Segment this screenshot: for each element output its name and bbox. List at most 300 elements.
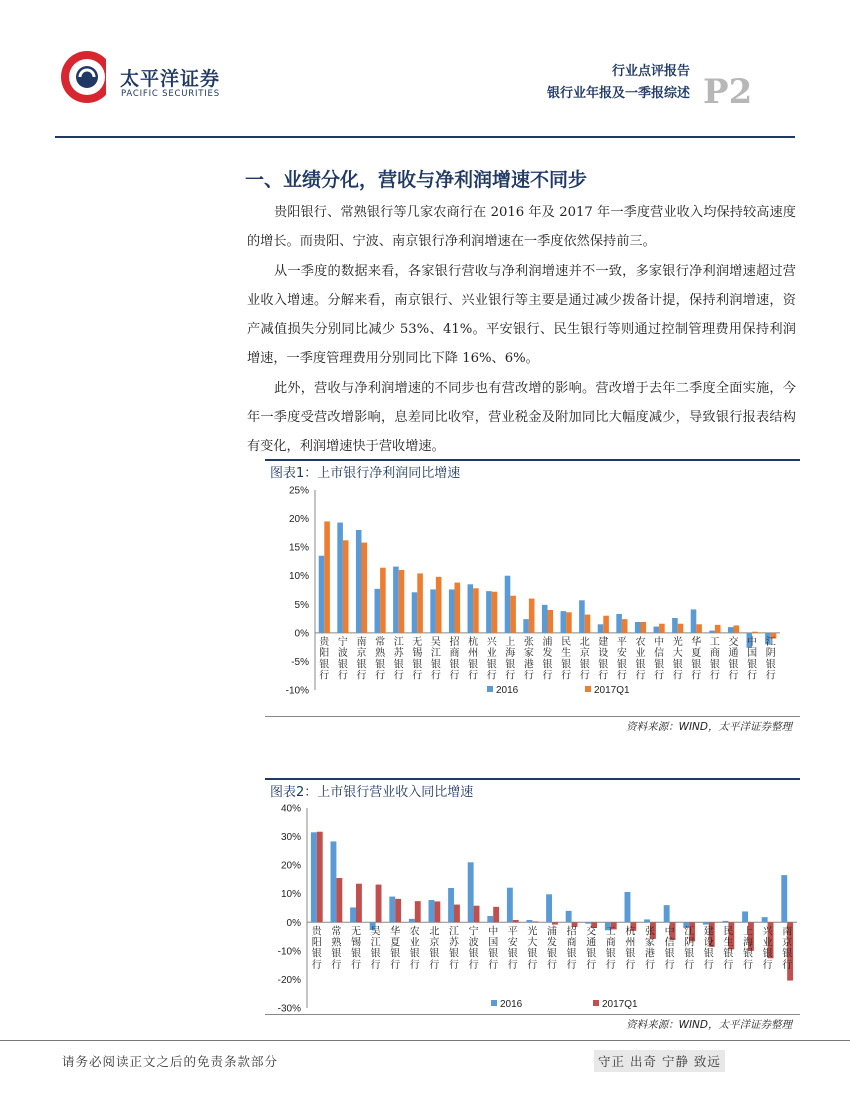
fig1-category-label: 银 xyxy=(747,659,758,671)
fig2-category-label: 阳 xyxy=(311,937,322,949)
fig2-category-label: 信 xyxy=(664,937,675,949)
company-name-en: PACIFIC SECURITIES xyxy=(121,89,220,99)
fig1-category-label: 京 xyxy=(356,648,367,660)
fig2-ytick-label: -10% xyxy=(277,946,301,958)
fig1-category-label: 银 xyxy=(672,659,683,671)
fig2-category-label: 商 xyxy=(605,937,616,949)
fig2-bar-2016 xyxy=(487,916,493,922)
fig2-category-label: 常 xyxy=(331,926,342,938)
fig2-bar-2016 xyxy=(311,832,317,922)
fig1-category-label: 交 xyxy=(728,636,739,648)
fig2-ytick-label: 10% xyxy=(280,889,301,901)
fig2-category-label: 安 xyxy=(507,937,518,949)
fig1-bar-2016 xyxy=(393,567,399,633)
fig2-category-label: 银 xyxy=(527,948,538,960)
footer-rule xyxy=(0,1040,850,1041)
figure1-top-rule xyxy=(265,459,800,461)
fig1-category-label: 银 xyxy=(375,659,386,671)
fig2-category-label: 行 xyxy=(468,959,479,971)
fig2-category-label: 夏 xyxy=(390,937,401,949)
fig1-category-label: 发 xyxy=(542,648,553,660)
fig1-category-label: 光 xyxy=(672,636,683,648)
fig1-category-label: 行 xyxy=(486,670,497,682)
fig2-bar-2017q1 xyxy=(532,921,538,922)
fig1-category-label: 行 xyxy=(635,670,646,682)
fig2-category-label: 阴 xyxy=(684,937,695,949)
fig1-category-label: 波 xyxy=(337,648,348,660)
fig1-bar-2017q1 xyxy=(455,583,461,633)
fig1-bar-2017q1 xyxy=(696,624,702,633)
fig1-category-label: 行 xyxy=(542,670,553,682)
fig2-category-label: 行 xyxy=(664,959,675,971)
fig1-category-label: 上 xyxy=(505,636,516,648)
fig2-category-label: 贵 xyxy=(311,926,322,938)
fig1-ytick-label: 0% xyxy=(294,628,309,640)
fig1-legend-label: 2017Q1 xyxy=(594,685,630,696)
fig1-bar-2017q1 xyxy=(641,622,647,633)
fig1-bar-2016 xyxy=(430,589,436,632)
fig1-category-label: 行 xyxy=(337,670,348,682)
fig1-category-label: 设 xyxy=(598,648,609,660)
fig1-bar-2017q1 xyxy=(399,570,405,633)
fig2-bar-2017q1 xyxy=(493,907,499,922)
fig2-category-label: 江 xyxy=(370,937,381,949)
fig1-category-label: 商 xyxy=(449,648,460,660)
fig1-category-label: 银 xyxy=(505,659,516,671)
fig2-bar-2017q1 xyxy=(395,899,401,922)
fig2-category-label: 发 xyxy=(547,937,557,949)
fig2-category-label: 银 xyxy=(449,948,459,960)
fig2-bar-2016 xyxy=(429,900,435,922)
fig1-category-label: 吴 xyxy=(430,636,441,648)
fig1-category-label: 银 xyxy=(598,659,609,671)
fig1-category-label: 苏 xyxy=(393,648,404,660)
fig2-bar-2016 xyxy=(742,911,748,922)
fig1-category-label: 浦 xyxy=(542,636,553,648)
fig2-bar-2016 xyxy=(331,841,337,922)
fig1-legend-label: 2016 xyxy=(496,685,519,696)
fig2-category-label: 工 xyxy=(605,926,616,938)
fig2-bar-2017q1 xyxy=(552,922,558,924)
fig1-category-label: 行 xyxy=(654,670,665,682)
figure2-source: 资料来源：WIND，太平洋证券整理 xyxy=(626,1019,792,1031)
fig1-category-label: 银 xyxy=(765,659,776,671)
fig2-category-label: 银 xyxy=(351,948,361,960)
fig2-category-label: 中 xyxy=(664,926,675,938)
fig2-category-label: 行 xyxy=(429,959,440,971)
fig1-bar-2016 xyxy=(375,589,381,633)
fig2-bar-2016 xyxy=(527,920,533,922)
fig1-bar-2017q1 xyxy=(380,568,386,633)
fig2-category-label: 商 xyxy=(566,937,577,949)
fig2-category-label: 行 xyxy=(586,959,597,971)
fig2-category-label: 行 xyxy=(625,959,636,971)
fig1-category-label: 行 xyxy=(356,670,367,682)
fig2-category-label: 兴 xyxy=(762,926,773,938)
fig1-category-label: 招 xyxy=(449,636,460,648)
fig1-ytick-label: 10% xyxy=(288,571,309,583)
fig2-category-label: 上 xyxy=(743,926,753,938)
fig2-category-label: 浦 xyxy=(547,926,557,938)
fig2-category-label: 银 xyxy=(488,948,499,960)
footer-disclaimer: 请务必阅读正文之后的免责条款部分 xyxy=(62,1054,279,1069)
fig1-category-label: 行 xyxy=(691,670,702,682)
fig2-category-label: 行 xyxy=(743,959,753,971)
fig1-ytick-label: 20% xyxy=(288,514,309,526)
fig2-category-label: 港 xyxy=(645,948,655,960)
fig2-category-label: 平 xyxy=(507,926,518,938)
fig1-category-label: 江 xyxy=(393,636,404,648)
fig1-category-label: 江 xyxy=(430,648,441,660)
fig1-category-label: 锡 xyxy=(412,648,423,660)
figure2-bottom-rule xyxy=(265,1014,800,1015)
fig1-bar-2016 xyxy=(542,605,548,633)
fig2-bar-2017q1 xyxy=(474,906,480,923)
fig2-category-label: 国 xyxy=(488,937,499,949)
paragraph-2: 从一季度的数据来看，各家银行营收与净利润增速并不一致，多家银行净利润增速超过营业收入增速。分解来看，南京银行、兴业银行等主要是通过减少拨备计提，保持利润增速，资产减值损失分别同比减少 53%、41%。平安银行、民生银行等则通过控制管理费用保持利润增速，一季度管理费用分别同比下降 16%、6%。 xyxy=(247,264,796,366)
fig1-category-label: 熟 xyxy=(375,648,386,660)
figure1-bottom-rule xyxy=(265,716,800,717)
fig2-category-label: 行 xyxy=(331,959,342,971)
fig1-category-label: 行 xyxy=(430,670,441,682)
fig1-bar-2017q1 xyxy=(659,624,665,633)
fig2-bar-2016 xyxy=(566,911,572,922)
section-body xyxy=(247,198,796,461)
fig2-bar-2016 xyxy=(664,905,670,922)
fig2-category-label: 行 xyxy=(645,959,655,971)
fig1-category-label: 银 xyxy=(393,659,404,671)
fig2-category-label: 交 xyxy=(586,926,597,938)
fig1-ytick-label: 25% xyxy=(288,485,309,497)
fig2-bar-2016 xyxy=(585,922,591,923)
fig1-category-label: 农 xyxy=(635,636,646,648)
fig1-category-label: 行 xyxy=(616,670,627,682)
fig2-legend-label: 2017Q1 xyxy=(602,999,638,1010)
fig1-bar-2017q1 xyxy=(715,625,721,633)
fig2-category-label: 通 xyxy=(586,937,597,949)
fig2-bar-2016 xyxy=(703,922,709,924)
fig2-category-label: 州 xyxy=(625,937,636,949)
fig2-category-label: 苏 xyxy=(449,937,459,949)
fig2-category-label: 大 xyxy=(527,937,538,949)
company-name-cn: 太平洋证券 xyxy=(120,68,221,90)
fig1-ytick-label: -10% xyxy=(285,685,309,697)
fig1-category-label: 行 xyxy=(709,670,720,682)
paragraph-3: 此外，营收与净利润增速的不同步也有营改增的影响。营改增于去年二季度全面实施，今年一季度受营改增影响，息差同比收窄，营业税金及附加同比大幅度减少，导致银行报表结构有变化，利润增速快于营收增速。 xyxy=(247,381,796,454)
fig2-category-label: 行 xyxy=(782,959,793,971)
fig1-bar-2017q1 xyxy=(417,573,423,632)
fig2-category-label: 吴 xyxy=(370,926,381,938)
fig2-category-label: 波 xyxy=(468,937,479,949)
fig1-bar-2016 xyxy=(672,618,678,633)
fig1-category-label: 业 xyxy=(635,648,646,660)
fig1-category-label: 贵 xyxy=(319,636,330,648)
fig1-bar-2016 xyxy=(728,627,734,633)
fig2-bar-2016 xyxy=(448,888,454,922)
header-rule xyxy=(55,136,795,138)
fig1-category-label: 宁 xyxy=(337,636,348,648)
fig1-bar-2017q1 xyxy=(510,596,516,633)
fig2-bar-2016 xyxy=(762,917,768,922)
figure1-chart xyxy=(265,480,800,712)
fig1-category-label: 阳 xyxy=(319,648,330,660)
fig1-category-label: 行 xyxy=(598,670,609,682)
fig2-bar-2017q1 xyxy=(317,832,323,923)
fig2-category-label: 银 xyxy=(311,948,322,960)
fig2-category-label: 锡 xyxy=(351,937,361,949)
fig1-bar-2017q1 xyxy=(473,588,479,633)
fig1-category-label: 银 xyxy=(412,659,423,671)
fig2-bar-2017q1 xyxy=(415,901,421,922)
fig1-bar-2017q1 xyxy=(752,632,758,633)
fig2-bar-2016 xyxy=(546,894,552,922)
fig1-ytick-label: 5% xyxy=(294,599,309,611)
fig2-ytick-label: 0% xyxy=(286,917,301,929)
fig2-bar-2016 xyxy=(625,892,631,922)
fig2-category-label: 银 xyxy=(331,948,342,960)
fig1-bar-2016 xyxy=(319,556,325,633)
fig1-bar-2017q1 xyxy=(603,616,609,633)
fig1-bar-2016 xyxy=(616,614,622,633)
company-logo xyxy=(58,48,116,106)
fig2-category-label: 设 xyxy=(703,937,714,949)
fig2-ytick-label: 30% xyxy=(280,832,301,844)
fig2-bar-2016 xyxy=(781,875,787,922)
fig2-bar-2016 xyxy=(723,921,729,922)
fig1-category-label: 阴 xyxy=(765,648,776,660)
fig1-category-label: 平 xyxy=(616,636,627,648)
fig1-bar-2016 xyxy=(654,627,660,633)
fig1-category-label: 常 xyxy=(375,636,386,648)
fig1-ytick-label: -5% xyxy=(291,656,309,668)
fig1-category-label: 银 xyxy=(468,659,479,671)
fig2-category-label: 张 xyxy=(645,926,655,938)
fig2-category-label: 银 xyxy=(723,948,734,960)
fig2-category-label: 行 xyxy=(351,959,361,971)
fig1-bar-2016 xyxy=(523,619,529,633)
fig2-category-label: 银 xyxy=(409,948,420,960)
fig1-category-label: 银 xyxy=(709,659,720,671)
fig2-category-label: 行 xyxy=(449,959,459,971)
fig2-category-label: 行 xyxy=(370,959,381,971)
fig2-category-label: 宁 xyxy=(468,926,479,938)
fig2-category-label: 京 xyxy=(782,937,793,949)
fig1-ytick-label: 15% xyxy=(288,542,309,554)
fig1-category-label: 中 xyxy=(747,636,758,648)
fig2-category-label: 行 xyxy=(311,959,322,971)
logo-emblem-icon xyxy=(58,48,116,106)
fig1-bar-2017q1 xyxy=(734,625,740,632)
figure2-top-rule xyxy=(265,778,800,780)
fig2-category-label: 杭 xyxy=(625,926,636,938)
fig1-category-label: 行 xyxy=(728,670,739,682)
fig2-category-label: 银 xyxy=(390,948,401,960)
fig2-category-label: 行 xyxy=(762,959,773,971)
fig1-bar-2017q1 xyxy=(324,521,330,632)
fig1-bar-2017q1 xyxy=(529,599,535,633)
fig1-category-label: 行 xyxy=(561,670,572,682)
fig1-bar-2016 xyxy=(691,609,697,632)
fig2-category-label: 江 xyxy=(449,926,459,938)
fig1-bar-2017q1 xyxy=(566,612,572,633)
fig2-bar-2016 xyxy=(350,907,356,922)
fig1-category-label: 业 xyxy=(486,648,497,660)
fig2-bar-2016 xyxy=(468,862,474,922)
fig1-category-label: 北 xyxy=(579,636,590,648)
fig2-category-label: 江 xyxy=(684,926,695,938)
paragraph-1: 贵阳银行、常熟银行等几家农商行在 2016 年及 2017 年一季度营业收入均保持较高速度的增长。而贵阳、宁波、南京银行净利润增速在一季度依然保持前三。 xyxy=(247,205,796,249)
fig2-category-label: 业 xyxy=(762,937,773,949)
fig1-category-label: 大 xyxy=(672,648,683,660)
fig2-legend-swatch xyxy=(491,1000,497,1006)
fig2-category-label: 中 xyxy=(488,926,499,938)
fig2-category-label: 行 xyxy=(488,959,499,971)
fig1-category-label: 银 xyxy=(486,659,497,671)
fig1-category-label: 张 xyxy=(523,636,534,648)
page-number: P2 xyxy=(703,72,753,112)
fig1-category-label: 民 xyxy=(561,636,572,648)
fig1-bar-2016 xyxy=(356,530,362,633)
fig1-bar-2016 xyxy=(505,576,511,633)
fig1-category-label: 行 xyxy=(393,670,404,682)
fig1-bar-2016 xyxy=(598,624,604,633)
fig1-category-label: 商 xyxy=(709,648,720,660)
fig1-category-label: 银 xyxy=(579,659,590,671)
fig1-bar-2016 xyxy=(709,631,715,633)
fig2-category-label: 行 xyxy=(527,959,538,971)
fig2-category-label: 银 xyxy=(507,948,518,960)
fig2-category-label: 南 xyxy=(782,926,793,938)
fig2-category-label: 银 xyxy=(586,948,597,960)
fig2-category-label: 银 xyxy=(605,948,616,960)
fig2-category-label: 行 xyxy=(547,959,557,971)
fig1-category-label: 行 xyxy=(523,670,534,682)
fig2-category-label: 行 xyxy=(390,959,401,971)
fig1-category-label: 银 xyxy=(561,659,572,671)
fig2-category-label: 行 xyxy=(566,959,577,971)
fig1-bar-2017q1 xyxy=(548,610,554,633)
fig2-category-label: 光 xyxy=(527,926,538,938)
fig1-category-label: 州 xyxy=(468,648,479,660)
fig1-category-label: 银 xyxy=(691,659,702,671)
fig1-category-label: 银 xyxy=(337,659,348,671)
fig1-category-label: 行 xyxy=(579,670,590,682)
fig1-bar-2016 xyxy=(412,592,418,633)
fig1-category-label: 夏 xyxy=(691,648,702,660)
fig2-category-label: 银 xyxy=(664,948,675,960)
fig2-category-label: 银 xyxy=(782,948,793,960)
fig1-bar-2017q1 xyxy=(492,592,498,633)
fig1-category-label: 安 xyxy=(616,648,627,660)
fig2-bar-2017q1 xyxy=(376,885,382,923)
fig1-category-label: 行 xyxy=(319,670,330,682)
footer-slogan: 守正 出奇 宁静 致远 xyxy=(594,1050,725,1072)
fig1-category-label: 南 xyxy=(356,636,367,648)
report-title: 银行业年报及一季报综述 xyxy=(546,86,690,101)
section-title: 一、业绩分化，营收与净利润增速不同步 xyxy=(245,169,588,191)
fig1-bar-2016 xyxy=(561,611,567,633)
fig2-category-label: 银 xyxy=(468,948,479,960)
fig2-bar-2017q1 xyxy=(336,878,342,922)
fig1-bar-2017q1 xyxy=(678,624,684,633)
fig1-category-label: 银 xyxy=(654,659,665,671)
fig2-category-label: 家 xyxy=(645,937,655,949)
fig1-category-label: 行 xyxy=(765,670,776,682)
fig1-category-label: 京 xyxy=(579,648,590,660)
fig1-category-label: 国 xyxy=(747,648,758,660)
fig2-category-label: 银 xyxy=(762,948,773,960)
fig1-category-label: 港 xyxy=(523,659,534,671)
fig1-legend-swatch xyxy=(487,686,493,692)
fig2-category-label: 行 xyxy=(723,959,734,971)
fig2-category-label: 行 xyxy=(507,959,518,971)
fig1-category-label: 江 xyxy=(765,636,776,648)
fig2-category-label: 行 xyxy=(684,959,695,971)
fig1-category-label: 兴 xyxy=(486,636,497,648)
fig2-ytick-label: 40% xyxy=(280,803,301,815)
fig2-category-label: 行 xyxy=(703,959,714,971)
fig2-category-label: 银 xyxy=(703,948,714,960)
fig2-ytick-label: 20% xyxy=(280,860,301,872)
fig2-bar-2017q1 xyxy=(454,905,460,923)
fig1-category-label: 华 xyxy=(691,636,702,648)
fig2-category-label: 生 xyxy=(723,937,734,949)
fig2-category-label: 行 xyxy=(605,959,616,971)
fig1-category-label: 家 xyxy=(523,648,534,660)
fig2-category-label: 银 xyxy=(566,948,577,960)
fig1-category-label: 通 xyxy=(728,648,739,660)
fig2-category-label: 海 xyxy=(743,937,753,949)
fig1-category-label: 信 xyxy=(654,648,665,660)
fig1-category-label: 生 xyxy=(561,648,572,660)
fig1-category-label: 银 xyxy=(356,659,367,671)
fig2-category-label: 民 xyxy=(723,926,734,938)
fig1-category-label: 银 xyxy=(635,659,646,671)
fig1-bar-2017q1 xyxy=(436,577,442,633)
fig2-bar-2016 xyxy=(409,919,415,922)
fig2-category-label: 建 xyxy=(703,926,714,938)
fig1-bar-2017q1 xyxy=(622,619,628,633)
fig1-category-label: 行 xyxy=(505,670,516,682)
fig1-bar-2017q1 xyxy=(585,615,591,633)
fig1-bar-2016 xyxy=(486,591,492,633)
fig2-category-label: 银 xyxy=(429,948,440,960)
figure2-chart xyxy=(265,798,800,1016)
fig1-category-label: 行 xyxy=(468,670,479,682)
fig2-bar-2016 xyxy=(644,919,650,922)
fig2-category-label: 熟 xyxy=(331,937,342,949)
fig1-category-label: 银 xyxy=(542,659,553,671)
fig1-bar-2016 xyxy=(635,622,641,633)
fig1-category-label: 行 xyxy=(672,670,683,682)
figure1-source: 资料来源：WIND，太平洋证券整理 xyxy=(626,721,792,733)
fig1-bar-2017q1 xyxy=(362,543,368,633)
fig1-category-label: 行 xyxy=(747,670,758,682)
fig2-ytick-label: -20% xyxy=(277,974,301,986)
fig1-category-label: 行 xyxy=(375,670,386,682)
fig1-category-label: 建 xyxy=(598,636,609,648)
fig2-category-label: 无 xyxy=(351,926,361,938)
fig2-category-label: 银 xyxy=(547,948,557,960)
fig1-category-label: 行 xyxy=(412,670,423,682)
fig1-bar-2016 xyxy=(468,584,474,633)
fig2-category-label: 银 xyxy=(743,948,753,960)
fig2-legend-label: 2016 xyxy=(500,999,523,1010)
fig2-bar-2017q1 xyxy=(434,901,440,922)
fig2-category-label: 银 xyxy=(370,948,381,960)
fig2-bar-2016 xyxy=(507,888,513,923)
fig1-category-label: 银 xyxy=(616,659,627,671)
